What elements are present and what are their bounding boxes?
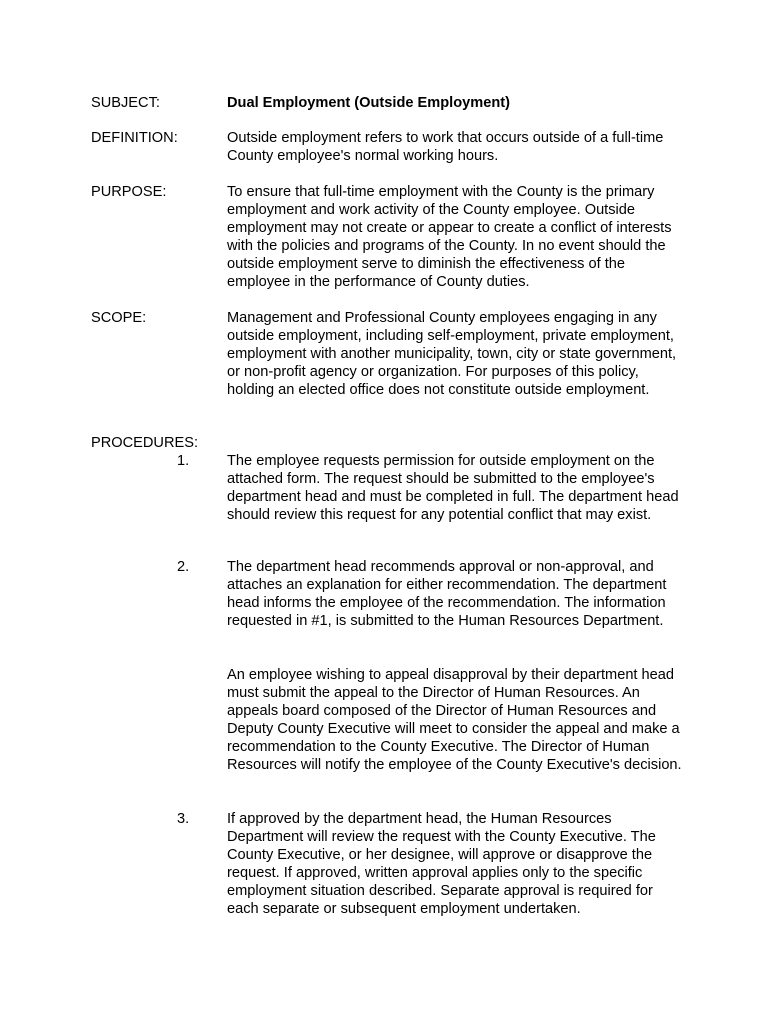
procedure-text: The department head recommends approval or non-approval, and attaches an explanation for either recommendation. The department head informs the employee of the recommendation. The information requested in #1, is submitted to the Human Resources Department.: [227, 559, 667, 629]
definition-label: DEFINITION:: [91, 130, 178, 146]
subject-value: Dual Employment (Outside Employment): [227, 95, 510, 111]
procedure-number: 2.: [177, 559, 190, 575]
procedures-label: PROCEDURES:: [91, 435, 199, 451]
procedure-text: The employee requests permission for outside employment on the attached form. The request should be submitted to the employee's department head and must be completed in full. The department head should review this request for any potential conflict that may exist.: [227, 453, 679, 523]
purpose-label: PURPOSE:: [91, 184, 167, 200]
scope-label: SCOPE:: [91, 310, 147, 326]
procedure-number: 1.: [177, 453, 190, 469]
scope-text: Management and Professional County employees engaging in any outside employment, including self-employment, private employment, employment with another municipality, town, city or state government, or non-profit agency or organization. For purposes of this policy, holding an elected office does not constitute outside employment.: [227, 310, 677, 398]
procedure-text: If approved by the department head, the Human Resources Department will review the request with the County Executive. The County Executive, or her designee, will approve or disapprove the request. If approved, written approval applies only to the specific employment situation described. Separate approval is required for each separate or subsequent employment undertaken.: [227, 811, 656, 917]
purpose-text: To ensure that full-time employment with the County is the primary employment and work activity of the County employee. Outside employment may not create or appear to create a conflict of interests with the policies and programs of the County. In no event should the outside employment serve to diminish the effectiveness of the employee in the performance of County duties.: [227, 184, 672, 290]
procedure-appeal-text: An employee wishing to appeal disapproval by their department head must submit the appeal to the Director of Human Resources. An appeals board composed of the Director of Human Resources and Deputy County Executive will meet to consider the appeal and make a recommendation to the County Executive. The Director of Human Resources will notify the employee of the County Executive's decision.: [227, 667, 682, 773]
procedure-number: 3.: [177, 811, 190, 827]
definition-text: Outside employment refers to work that occurs outside of a full-time County employee's normal working hours.: [227, 130, 664, 164]
subject-label: SUBJECT:: [91, 95, 160, 111]
